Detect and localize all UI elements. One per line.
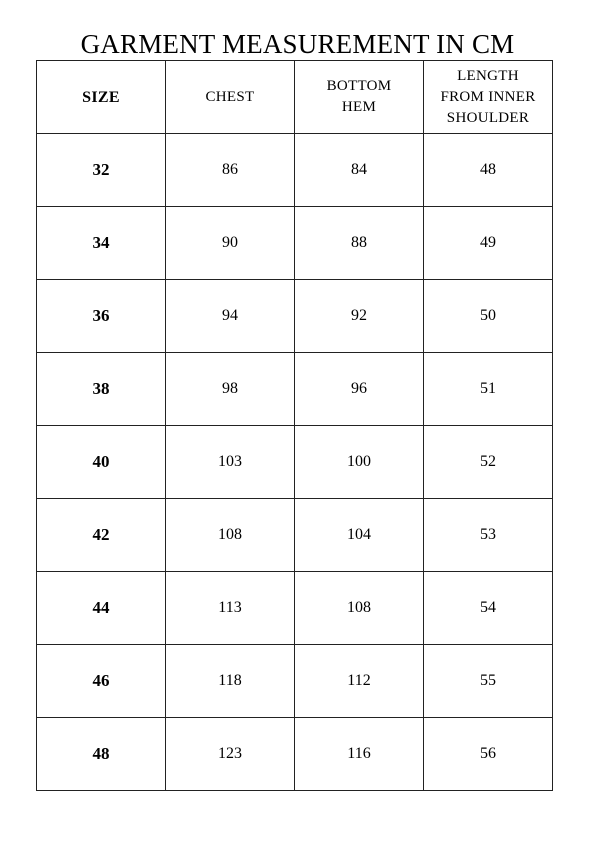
table-row xyxy=(37,645,553,718)
cell-size: 34 xyxy=(37,207,166,280)
table-row xyxy=(37,207,553,280)
cell-size: 36 xyxy=(37,280,166,353)
cell-bottom-hem: 116 xyxy=(295,718,424,791)
cell-bottom-hem: 92 xyxy=(295,280,424,353)
table-header-row xyxy=(37,61,553,134)
table-row xyxy=(37,426,553,499)
cell-bottom-hem: 84 xyxy=(295,134,424,207)
cell-size: 32 xyxy=(37,134,166,207)
cell-bottom-hem: 96 xyxy=(295,353,424,426)
cell-length: 53 xyxy=(424,499,553,572)
header-bottom-hem-line: HEM xyxy=(341,99,377,115)
cell-bottom-hem: 108 xyxy=(295,572,424,645)
header-length xyxy=(424,61,553,134)
cell-chest: 86 xyxy=(166,134,295,207)
cell-length: 55 xyxy=(424,645,553,718)
cell-length: 49 xyxy=(424,207,553,280)
cell-chest: 123 xyxy=(166,718,295,791)
cell-size: 38 xyxy=(37,353,166,426)
table-row xyxy=(37,280,553,353)
cell-chest: 90 xyxy=(166,207,295,280)
cell-length: 50 xyxy=(424,280,553,353)
cell-size: 48 xyxy=(37,718,166,791)
cell-bottom-hem: 104 xyxy=(295,499,424,572)
cell-bottom-hem: 100 xyxy=(295,426,424,499)
measurement-table xyxy=(36,60,553,791)
cell-bottom-hem: 112 xyxy=(295,645,424,718)
header-bottom-hem-line: BOTTOM xyxy=(326,78,392,94)
cell-size: 46 xyxy=(37,645,166,718)
cell-chest: 113 xyxy=(166,572,295,645)
header-size: SIZE xyxy=(37,61,166,134)
cell-chest: 118 xyxy=(166,645,295,718)
cell-chest: 103 xyxy=(166,426,295,499)
header-length-line: SHOULDER xyxy=(446,109,530,126)
cell-bottom-hem: 88 xyxy=(295,207,424,280)
cell-length: 54 xyxy=(424,572,553,645)
header-length-line: LENGTH xyxy=(457,67,519,84)
cell-length: 51 xyxy=(424,353,553,426)
table-row xyxy=(37,353,553,426)
table-row xyxy=(37,718,553,791)
table-body xyxy=(37,134,553,791)
header-chest: CHEST xyxy=(166,61,295,134)
cell-size: 42 xyxy=(37,499,166,572)
cell-chest: 98 xyxy=(166,353,295,426)
cell-chest: 94 xyxy=(166,280,295,353)
header-length-line: FROM INNER xyxy=(440,88,536,105)
table-row xyxy=(37,572,553,645)
cell-size: 40 xyxy=(37,426,166,499)
page-title: GARMENT MEASUREMENT IN CM xyxy=(80,29,515,59)
cell-length: 56 xyxy=(424,718,553,791)
cell-length: 52 xyxy=(424,426,553,499)
cell-length: 48 xyxy=(424,134,553,207)
table-row xyxy=(37,499,553,572)
cell-size: 44 xyxy=(37,572,166,645)
table-row xyxy=(37,134,553,207)
cell-chest: 108 xyxy=(166,499,295,572)
header-bottom-hem xyxy=(295,61,424,134)
